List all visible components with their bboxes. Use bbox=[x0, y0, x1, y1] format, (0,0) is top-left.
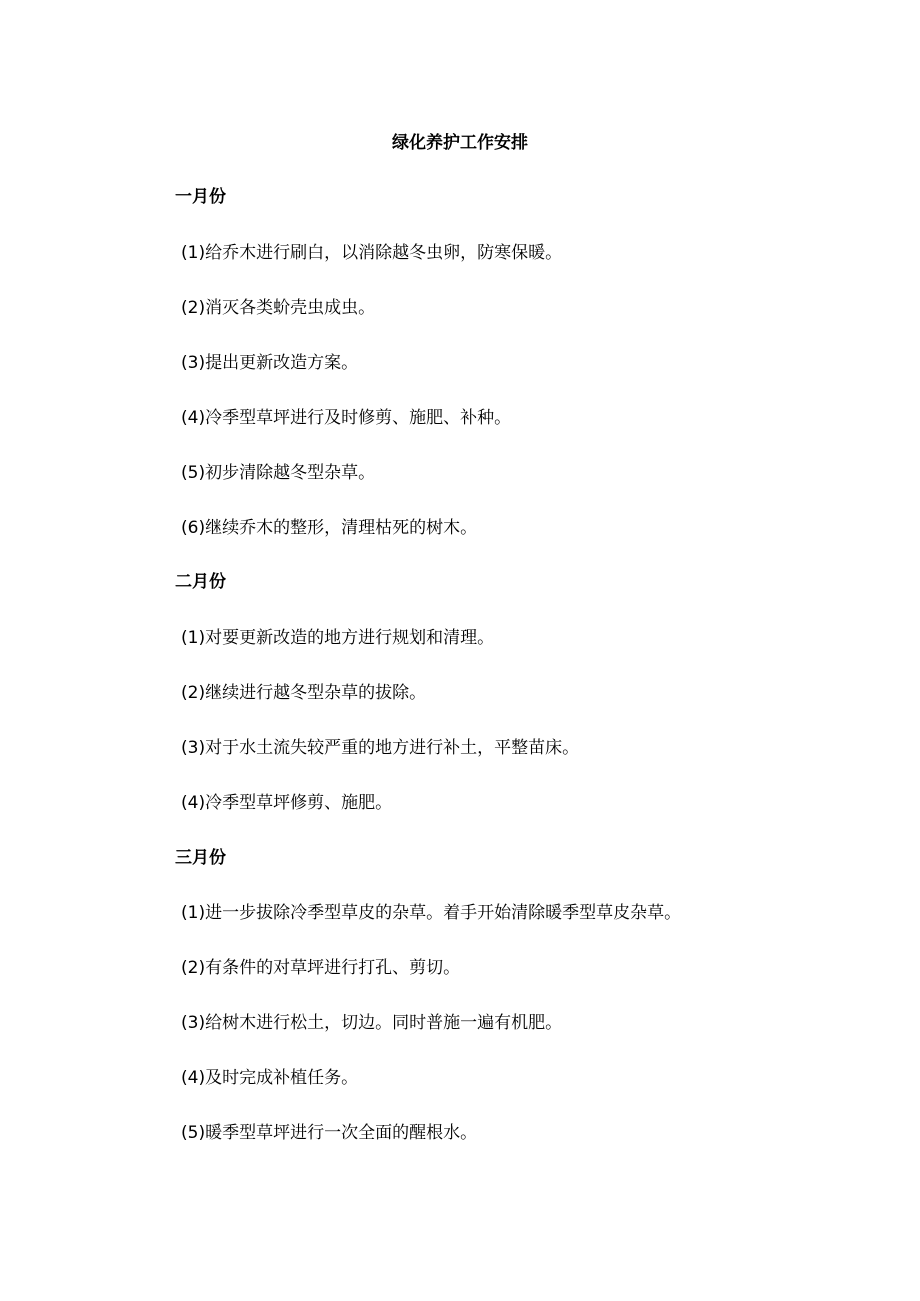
document-title: 绿化养护工作安排 bbox=[392, 133, 528, 153]
list-item: (6)继续乔木的整形，清理枯死的树木。 bbox=[181, 518, 478, 538]
list-item: (1)进一步拔除冷季型草皮的杂草。着手开始清除暖季型草皮杂草。 bbox=[181, 903, 682, 923]
month-heading-february: 二月份 bbox=[175, 572, 226, 592]
list-item: (1)对要更新改造的地方进行规划和清理。 bbox=[181, 628, 495, 648]
month-heading-march: 三月份 bbox=[175, 848, 226, 868]
list-item: (2)消灭各类蚧壳虫成虫。 bbox=[181, 298, 376, 318]
list-item: (5)初步清除越冬型杂草。 bbox=[181, 463, 376, 483]
month-heading-january: 一月份 bbox=[175, 187, 226, 207]
list-item: (4)及时完成补植任务。 bbox=[181, 1068, 359, 1088]
list-item: (3)对于水土流失较严重的地方进行补土，平整苗床。 bbox=[181, 738, 580, 758]
list-item: (4)冷季型草坪进行及时修剪、施肥、补种。 bbox=[181, 408, 512, 428]
list-item: (3)给树木进行松土，切边。同时普施一遍有机肥。 bbox=[181, 1013, 563, 1033]
list-item: (1)给乔木进行刷白，以消除越冬虫卵，防寒保暖。 bbox=[181, 243, 563, 263]
list-item: (2)有条件的对草坪进行打孔、剪切。 bbox=[181, 958, 461, 978]
list-item: (2)继续进行越冬型杂草的拔除。 bbox=[181, 683, 427, 703]
list-item: (4)冷季型草坪修剪、施肥。 bbox=[181, 793, 393, 813]
list-item: (5)暖季型草坪进行一次全面的醒根水。 bbox=[181, 1123, 478, 1143]
list-item: (3)提出更新改造方案。 bbox=[181, 353, 359, 373]
